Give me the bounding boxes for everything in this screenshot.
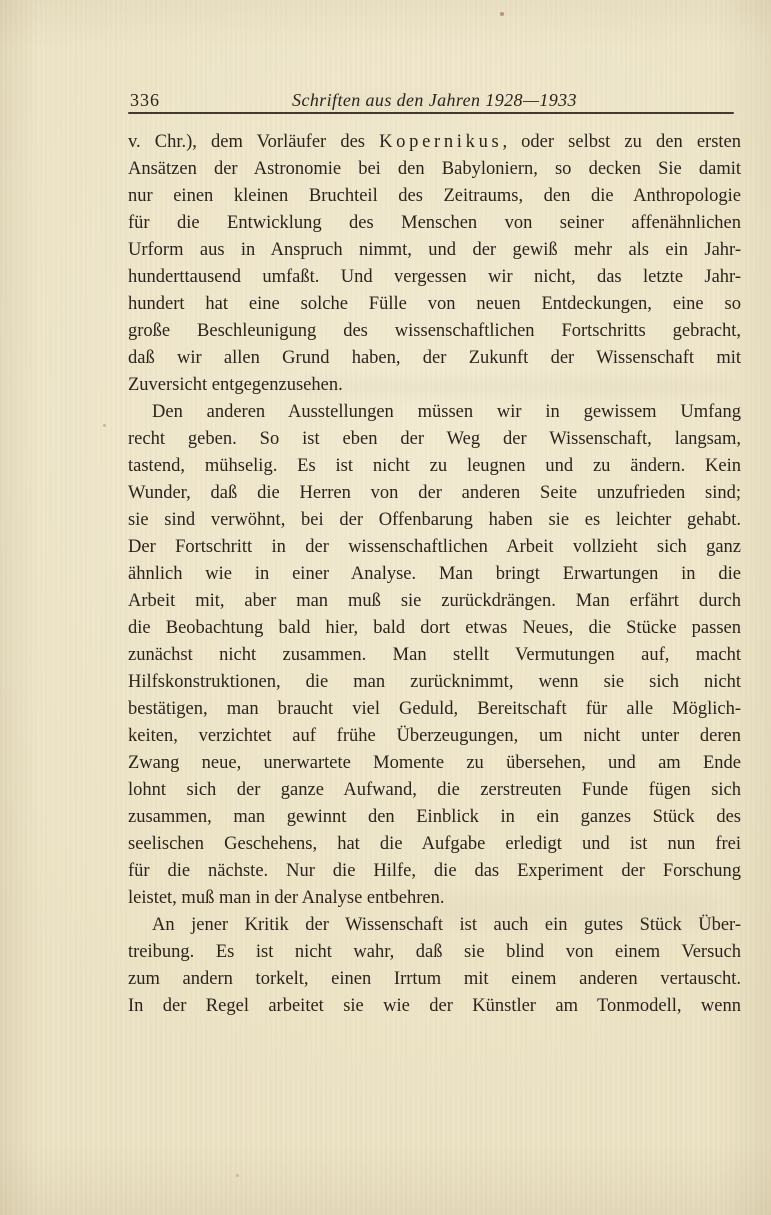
paragraph bbox=[128, 129, 741, 399]
text-line: An jener Kritik der Wissenschaft ist auch ein gutes Stück Über- bbox=[152, 915, 741, 935]
text-line: für die Entwicklung des Menschen von seiner affenähnlichen bbox=[128, 213, 741, 233]
running-title: Schriften aus den Jahren 1928—1933 bbox=[292, 90, 577, 110]
text-line: zunächst nicht zusammen. Man stellt Vermutungen auf, macht bbox=[128, 645, 741, 665]
paper-speck bbox=[236, 1174, 239, 1177]
text-line: zusammen, man gewinnt den Einblick in ein ganzes Stück des bbox=[128, 807, 741, 827]
text-line: hunderttausend umfaßt. Und vergessen wir nicht, das letzte Jahr- bbox=[128, 267, 741, 287]
text-line: Den anderen Ausstellungen müssen wir in gewissem Umfang bbox=[152, 402, 741, 422]
text-line: Arbeit mit, aber man muß sie zurückdrängen. Man erfährt durch bbox=[128, 591, 741, 611]
text-line: Urform aus in Anspruch nimmt, und der gewiß mehr als ein Jahr- bbox=[128, 240, 741, 260]
text-line: Der Fortschritt in der wissenschaftlichen Arbeit vollzieht sich ganz bbox=[128, 537, 741, 557]
text-line: große Beschleunigung des wissenschaftlichen Fortschritts gebracht, bbox=[128, 321, 741, 341]
spaced-name-kopernikus: Kopernikus bbox=[379, 132, 503, 152]
text-line: lohnt sich der ganze Aufwand, die zerstreuten Funde fügen sich bbox=[128, 780, 741, 800]
text-fragment: v. Chr.), dem Vorläufer des bbox=[128, 132, 380, 152]
text-line: Hilfskonstruktionen, die man zurücknimmt, wenn sie sich nicht bbox=[128, 672, 741, 692]
paper-speck bbox=[103, 424, 106, 427]
show-through-smudge bbox=[298, 97, 468, 107]
show-through-smudge bbox=[300, 380, 730, 394]
text-line: daß wir allen Grund haben, der Zukunft der Wissenschaft mit bbox=[128, 348, 741, 368]
text-line: Wunder, daß die Herren von der anderen Seite unzufrieden sind; bbox=[128, 483, 741, 503]
text-line: seelischen Geschehens, hat die Aufgabe erledigt und ist nun frei bbox=[128, 834, 741, 854]
text-line: nur einen kleinen Bruchteil des Zeitraums, den die Anthropologie bbox=[128, 186, 741, 206]
text-line: bestätigen, man braucht viel Geduld, Bereitschaft für alle Möglich- bbox=[128, 699, 741, 719]
text-line: die Beobachtung bald hier, bald dort etwas Neues, die Stücke passen bbox=[128, 618, 741, 638]
text-line: ähnlich wie in einer Analyse. Man bringt Erwartungen in die bbox=[128, 564, 741, 584]
paragraph bbox=[128, 399, 741, 912]
text-line: In der Regel arbeitet sie wie der Künstler am Tonmodell, wenn bbox=[128, 996, 741, 1016]
header-rule bbox=[128, 112, 734, 114]
text-line: keiten, verzichtet auf frühe Überzeugungen, um nicht unter deren bbox=[128, 726, 741, 746]
text-line: Ansätzen der Astronomie bei den Babyloniern, so decken Sie damit bbox=[128, 159, 741, 179]
text-line bbox=[128, 129, 741, 156]
text-fragment: , oder selbst zu den ersten bbox=[502, 132, 742, 152]
text-line: für die nächste. Nur die Hilfe, die das Experiment der Forschung bbox=[128, 861, 741, 881]
text-line: Zwang neue, unerwartete Momente zu übersehen, und am Ende bbox=[128, 753, 741, 773]
page-body bbox=[128, 129, 741, 1020]
paper-speck bbox=[500, 12, 504, 16]
text-line: hundert hat eine solche Fülle von neuen Entdeckungen, eine so bbox=[128, 294, 741, 314]
text-line: Zuversicht entgegenzusehen. bbox=[128, 375, 343, 395]
show-through-smudge bbox=[430, 893, 720, 927]
text-line: zum andern torkelt, einen Irrtum mit einem anderen vertauscht. bbox=[128, 969, 741, 989]
text-line: treibung. Es ist nicht wahr, daß sie blind von einem Versuch bbox=[128, 942, 741, 962]
paragraph bbox=[128, 912, 741, 1020]
text-line: sie sind verwöhnt, bei der Offenbarung haben sie es leichter gehabt. bbox=[128, 510, 741, 530]
text-line: recht geben. So ist eben der Weg der Wissenschaft, langsam, bbox=[128, 429, 741, 449]
text-line: leistet, muß man in der Analyse entbehren. bbox=[128, 888, 445, 908]
page-number: 336 bbox=[130, 90, 160, 110]
text-line: tastend, mühselig. Es ist nicht zu leugnen und zu ändern. Kein bbox=[128, 456, 741, 476]
